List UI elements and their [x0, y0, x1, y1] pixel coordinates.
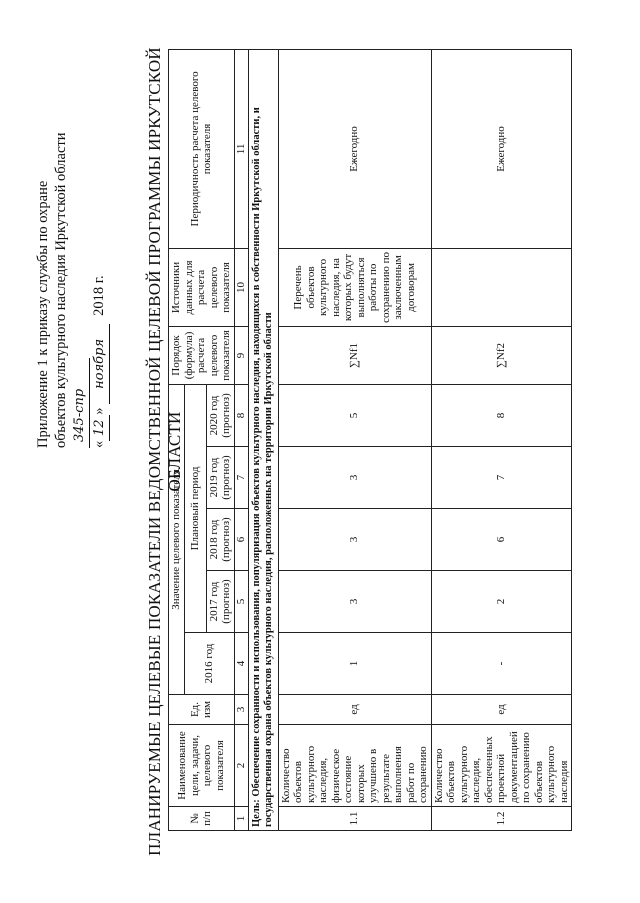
appendix-line-1: Приложение 1 к приказу службы по охране — [35, 180, 51, 448]
column-number: 2 — [234, 725, 248, 807]
header-value-group: Значение целевого показателя — [169, 384, 185, 694]
column-number: 11 — [234, 49, 248, 248]
row-2017: 3 — [278, 571, 431, 633]
row-2020: 8 — [431, 384, 572, 446]
order-number-line — [70, 108, 90, 448]
header-2020: 2020 год (прогноз) — [206, 384, 234, 446]
header-source: Источники данных для расчета целевого показателя — [169, 248, 235, 326]
column-number: 3 — [234, 695, 248, 725]
page-title: ПЛАНИРУЕМЫЕ ЦЕЛЕВЫЕ ПОКАЗАТЕЛИ ВЕДОМСТВЕННОЙ ЦЕЛЕВОЙ ПРОГРАММЫ ИРКУТСКОЙ ОБЛАСТИ — [145, 47, 184, 856]
row-2018: 3 — [278, 509, 431, 571]
row-formula: ∑Nf2 — [431, 326, 572, 384]
column-number-row — [234, 49, 248, 830]
appendix-block — [34, 108, 110, 448]
table-row — [278, 49, 431, 830]
date-year: 2018 г. — [91, 275, 107, 316]
header-2019: 2019 год (прогноз) — [206, 447, 234, 509]
order-date-line — [90, 108, 110, 448]
date-quote-open: « — [91, 440, 107, 448]
header-2016: 2016 год — [184, 633, 234, 695]
header-periodicity: Периодичность расчета целевого показателя — [169, 49, 235, 248]
column-number: 6 — [234, 509, 248, 571]
appendix-line-2: объектов культурного наследия Иркутской области — [53, 132, 69, 448]
row-source — [431, 248, 572, 326]
header-2017: 2017 год (прогноз) — [206, 571, 234, 633]
column-number: 1 — [234, 807, 248, 831]
header-unit: Ед. изм — [169, 695, 235, 725]
column-number: 4 — [234, 633, 248, 695]
indicators-table — [168, 49, 572, 831]
row-name: Количество объектов культурного наследия, обеспеченных проектной документацией по сохранению объектов культурного наследия — [431, 725, 572, 807]
header-2018: 2018 год (прогноз) — [206, 509, 234, 571]
header-num: № п/п — [169, 807, 235, 831]
date-quote-close: » — [91, 407, 107, 415]
date-day-handwritten: 12 — [91, 415, 110, 441]
row-2016: 1 — [278, 633, 431, 695]
row-2020: 5 — [278, 384, 431, 446]
column-number: 5 — [234, 571, 248, 633]
row-num: 1.1 — [278, 807, 431, 831]
row-formula: ∑Nf1 — [278, 326, 431, 384]
row-2018: 6 — [431, 509, 572, 571]
date-month-handwritten: ноября — [91, 324, 110, 404]
row-unit: ед — [431, 695, 572, 725]
row-unit: ед — [278, 695, 431, 725]
goal-text: Цель: Обеспечение сохранности и использования, популяризация объектов культурного наследия, находящихся в собственности Иркутской области, и государственная охрана объектов культурного наследия, расположенных на территории Иркутской области — [248, 49, 278, 830]
header-formula: Порядок (формула) расчета целевого показателя — [169, 326, 235, 384]
header-name: Наименование цели, задачи, целевого показателя — [169, 725, 235, 807]
header-row-1 — [169, 49, 185, 830]
column-number: 8 — [234, 384, 248, 446]
row-name: Количество объектов культурного наследия, физическое состояние которых улучшено в результате выполнения работ по сохранению — [278, 725, 431, 807]
row-2017: 2 — [431, 571, 572, 633]
row-2016: - — [431, 633, 572, 695]
order-number-handwritten: 345-спр — [71, 358, 90, 448]
goal-row — [248, 49, 278, 830]
column-number: 7 — [234, 447, 248, 509]
header-plan-period: Плановый период — [184, 384, 206, 632]
table-row — [431, 49, 572, 830]
row-2019: 7 — [431, 447, 572, 509]
row-source: Перечень объектов культурного наследия, на которых будут выполняться работы по сохранению по заключенным договорам — [278, 248, 431, 326]
row-num: 1.2 — [431, 807, 572, 831]
column-number: 10 — [234, 248, 248, 326]
column-number: 9 — [234, 326, 248, 384]
row-periodicity: Ежегодно — [278, 49, 431, 248]
row-periodicity: Ежегодно — [431, 49, 572, 248]
row-2019: 3 — [278, 447, 431, 509]
